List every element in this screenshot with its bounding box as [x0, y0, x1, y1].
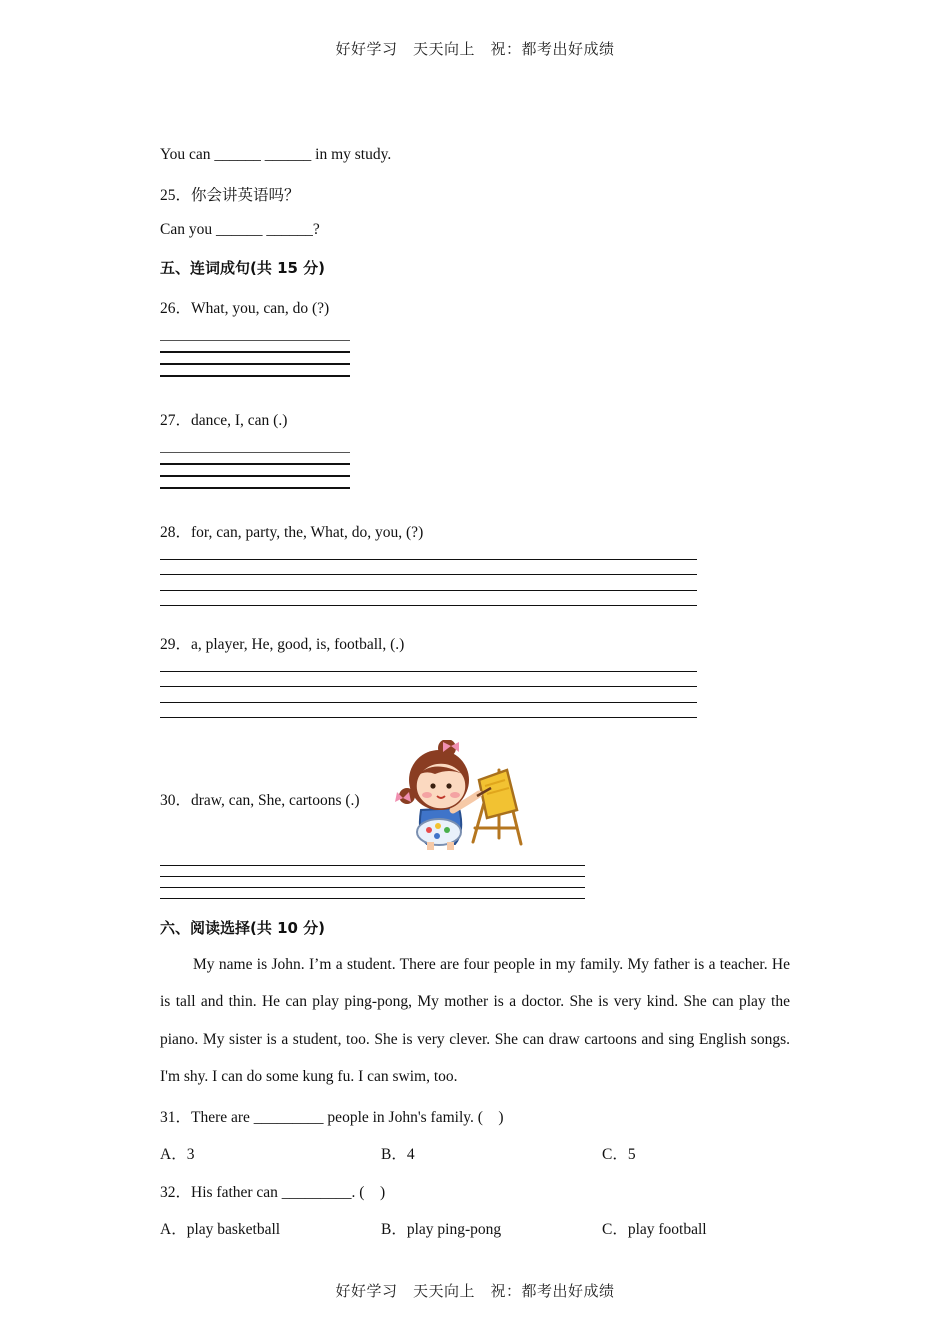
q25-line: Can you ______ ______?	[160, 221, 320, 238]
answer-line	[160, 590, 697, 591]
q32-stem: 32．His father can _________. ( )	[160, 1184, 386, 1201]
answer-line	[160, 375, 350, 377]
q32-option-b: B．play ping-pong	[381, 1221, 502, 1238]
q29-text: 29．a, player, He, good, is, football, (.)	[160, 636, 405, 653]
q26-text: 26．What, you, can, do (?)	[160, 300, 330, 317]
answer-line	[160, 363, 350, 365]
q27-text: 27．dance, I, can (.)	[160, 412, 288, 429]
page-header: 好好学习 天天向上 祝：都考出好成绩	[335, 40, 615, 58]
answer-line	[160, 574, 697, 575]
answer-line	[160, 340, 350, 341]
q25-prompt: 25．你会讲英语吗？	[160, 187, 300, 204]
reading-passage: My name is John. I’m a student. There are four people in my family. My father is a teacher. He is tall and thin. He can play ping-pong, My mother is a doctor. She is very kind. She can play the piano. My sister is a student, too. She is very clever. She can draw cartoons and sing English songs. I'm shy. I can do some kung fu. I can swim, too.	[160, 956, 790, 1085]
answer-line	[160, 487, 350, 489]
answer-line	[160, 876, 585, 877]
answer-line	[160, 452, 350, 453]
section5-title: 五、连词成句(共 15 分)	[160, 259, 326, 277]
answer-line	[160, 671, 697, 672]
answer-line	[160, 559, 697, 560]
answer-line	[160, 702, 697, 703]
answer-line	[160, 463, 350, 465]
answer-line	[160, 686, 697, 687]
q31-option-a: A．3	[160, 1146, 195, 1163]
q30-text: 30．draw, can, She, cartoons (.)	[160, 792, 360, 809]
q31-option-c: C．5	[602, 1146, 636, 1163]
answer-line	[160, 887, 585, 888]
page-footer: 好好学习 天天向上 祝：都考出好成绩	[335, 1282, 615, 1300]
q28-text: 28．for, can, party, the, What, do, you, (?)	[160, 524, 424, 541]
answer-line	[160, 717, 697, 718]
q31-stem: 31．There are _________ people in John's family. ( )	[160, 1109, 504, 1126]
answer-line	[160, 898, 585, 899]
section6-title: 六、阅读选择(共 10 分)	[160, 919, 326, 937]
prev-item-line: You can ______ ______ in my study.	[160, 146, 392, 163]
q31-option-b: B．4	[381, 1146, 415, 1163]
q32-option-c: C．play football	[602, 1221, 707, 1238]
girl-painting-easel-icon	[393, 740, 528, 852]
answer-line	[160, 351, 350, 353]
answer-line	[160, 865, 585, 866]
answer-line	[160, 605, 697, 606]
answer-line	[160, 475, 350, 477]
q32-option-a: A．play basketball	[160, 1221, 281, 1238]
